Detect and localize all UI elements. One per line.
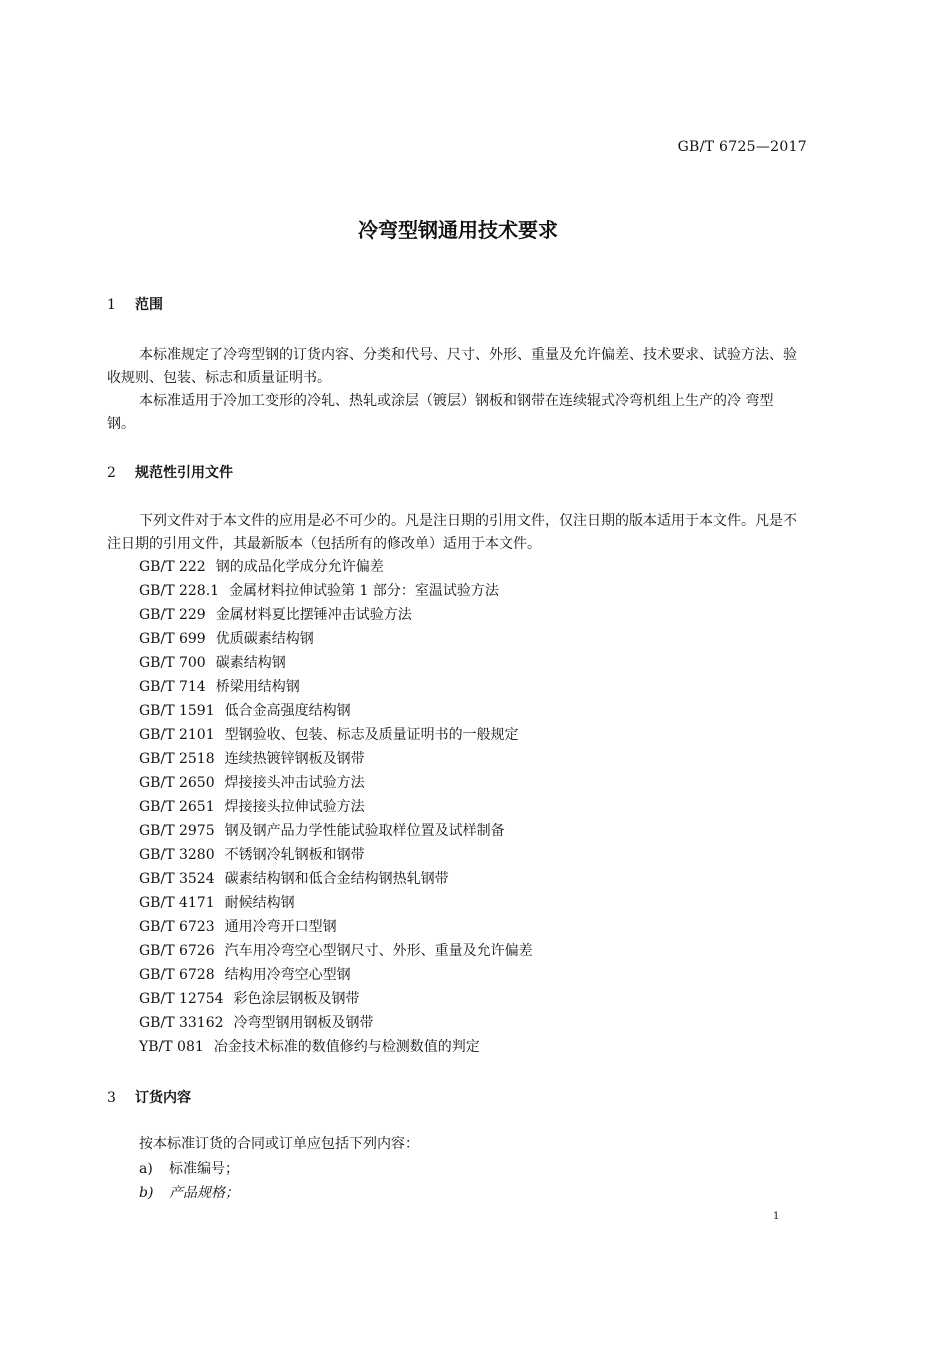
reference-item [139, 1035, 533, 1059]
item-marker: a) [139, 1161, 153, 1177]
standard-code: GB/T 6725—2017 [677, 139, 807, 155]
reference-name: 冶金技术标准的数值修约与检测数值的判定 [213, 1039, 480, 1055]
section-title: 范围 [135, 297, 163, 313]
reference-item [139, 603, 533, 627]
reference-item [139, 627, 533, 651]
reference-code: GB/T 228.1 [139, 583, 220, 599]
reference-code: GB/T 1591 [139, 703, 215, 719]
section-number: 3 [107, 1090, 116, 1106]
section-number: 2 [107, 465, 116, 481]
reference-code: GB/T 2518 [139, 751, 215, 767]
reference-name: 型钢验收、包装、标志及质量证明书的一般规定 [224, 727, 519, 743]
reference-code: GB/T 6728 [139, 967, 215, 983]
order-item [139, 1182, 239, 1202]
section-1-heading [107, 294, 163, 314]
reference-name: 钢的成品化学成分允许偏差 [215, 559, 384, 575]
reference-code: GB/T 2975 [139, 823, 215, 839]
reference-name: 结构用冷弯空心型钢 [224, 967, 351, 983]
reference-code: GB/T 714 [139, 679, 206, 695]
reference-name: 优质碳素结构钢 [215, 631, 314, 647]
reference-name: 通用冷弯开口型钢 [224, 919, 337, 935]
reference-code: GB/T 3524 [139, 871, 215, 887]
page-number: 1 [773, 1211, 780, 1222]
reference-name: 金属材料拉伸试验第 1 部分：室温试验方法 [229, 583, 499, 599]
reference-name: 碳素结构钢 [215, 655, 286, 671]
reference-name: 焊接接头拉伸试验方法 [224, 799, 365, 815]
order-item [139, 1158, 239, 1178]
reference-item [139, 963, 533, 987]
reference-item [139, 747, 533, 771]
section-3-intro: 按本标准订货的合同或订单应包括下列内容： [139, 1136, 419, 1152]
reference-item [139, 675, 533, 699]
paragraph-text: 本标准规定了冷弯型钢的订货内容、分类和代号、尺寸、外形、重量及允许偏差、技术要求、试验方法、验收规则、包装、标志和质量证明书。 [107, 347, 797, 386]
reference-code: GB/T 2651 [139, 799, 215, 815]
reference-name: 钢及钢产品力学性能试验取样位置及试样制备 [224, 823, 505, 839]
reference-item [139, 723, 533, 747]
reference-code: GB/T 229 [139, 607, 206, 623]
reference-name: 焊接接头冲击试验方法 [224, 775, 365, 791]
reference-item [139, 771, 533, 795]
reference-item [139, 795, 533, 819]
reference-code: GB/T 222 [139, 559, 206, 575]
paragraph-text: 下列文件对于本文件的应用是必不可少的。凡是注日期的引用文件，仅注日期的版本适用于本文件。凡是不注日期的引用文件，其最新版本（包括所有的修改单）适用于本文件。 [107, 513, 797, 552]
reference-item [139, 579, 533, 603]
reference-item [139, 555, 533, 579]
reference-item [139, 915, 533, 939]
reference-name: 不锈钢冷轧钢板和钢带 [224, 847, 365, 863]
reference-code: GB/T 2101 [139, 727, 215, 743]
reference-item [139, 987, 533, 1011]
reference-code: GB/T 3280 [139, 847, 215, 863]
reference-item [139, 819, 533, 843]
reference-code: GB/T 6726 [139, 943, 215, 959]
item-text: 标准编号； [169, 1161, 239, 1177]
item-marker: b) [139, 1185, 154, 1201]
reference-name: 桥梁用结构钢 [215, 679, 300, 695]
section-title: 规范性引用文件 [135, 465, 233, 481]
section-1-paragraph [107, 390, 801, 436]
reference-item [139, 891, 533, 915]
reference-code: GB/T 33162 [139, 1015, 224, 1031]
reference-name: 汽车用冷弯空心型钢尺寸、外形、重量及允许偏差 [224, 943, 533, 959]
reference-code: GB/T 4171 [139, 895, 215, 911]
reference-code: GB/T 700 [139, 655, 206, 671]
document-title: 冷弯型钢通用技术要求 [358, 218, 558, 242]
item-text: 产品规格； [169, 1185, 239, 1201]
section-title: 订货内容 [135, 1090, 191, 1106]
section-1-paragraph [107, 344, 801, 390]
section-2-intro [107, 510, 801, 556]
reference-name: 彩色涂层钢板及钢带 [233, 991, 360, 1007]
reference-name: 低合金高强度结构钢 [224, 703, 351, 719]
reference-name: 碳素结构钢和低合金结构钢热轧钢带 [224, 871, 449, 887]
reference-item [139, 651, 533, 675]
reference-name: 金属材料夏比摆锤冲击试验方法 [215, 607, 412, 623]
reference-code: YB/T 081 [139, 1039, 204, 1055]
reference-item [139, 1011, 533, 1035]
section-2-heading [107, 462, 233, 482]
reference-list [139, 555, 533, 1059]
reference-code: GB/T 2650 [139, 775, 215, 791]
reference-item [139, 867, 533, 891]
section-3-heading [107, 1087, 191, 1107]
reference-name: 冷弯型钢用钢板及钢带 [233, 1015, 374, 1031]
reference-name: 耐候结构钢 [224, 895, 295, 911]
reference-item [139, 843, 533, 867]
reference-name: 连续热镀锌钢板及钢带 [224, 751, 365, 767]
reference-item [139, 699, 533, 723]
section-number: 1 [107, 297, 116, 313]
reference-item [139, 939, 533, 963]
reference-code: GB/T 699 [139, 631, 206, 647]
paragraph-text: 本标准适用于冷加工变形的冷轧、热轧或涂层（镀层）钢板和钢带在连续辊式冷弯机组上生产的冷 弯型钢。 [107, 393, 774, 432]
reference-code: GB/T 6723 [139, 919, 215, 935]
reference-code: GB/T 12754 [139, 991, 224, 1007]
